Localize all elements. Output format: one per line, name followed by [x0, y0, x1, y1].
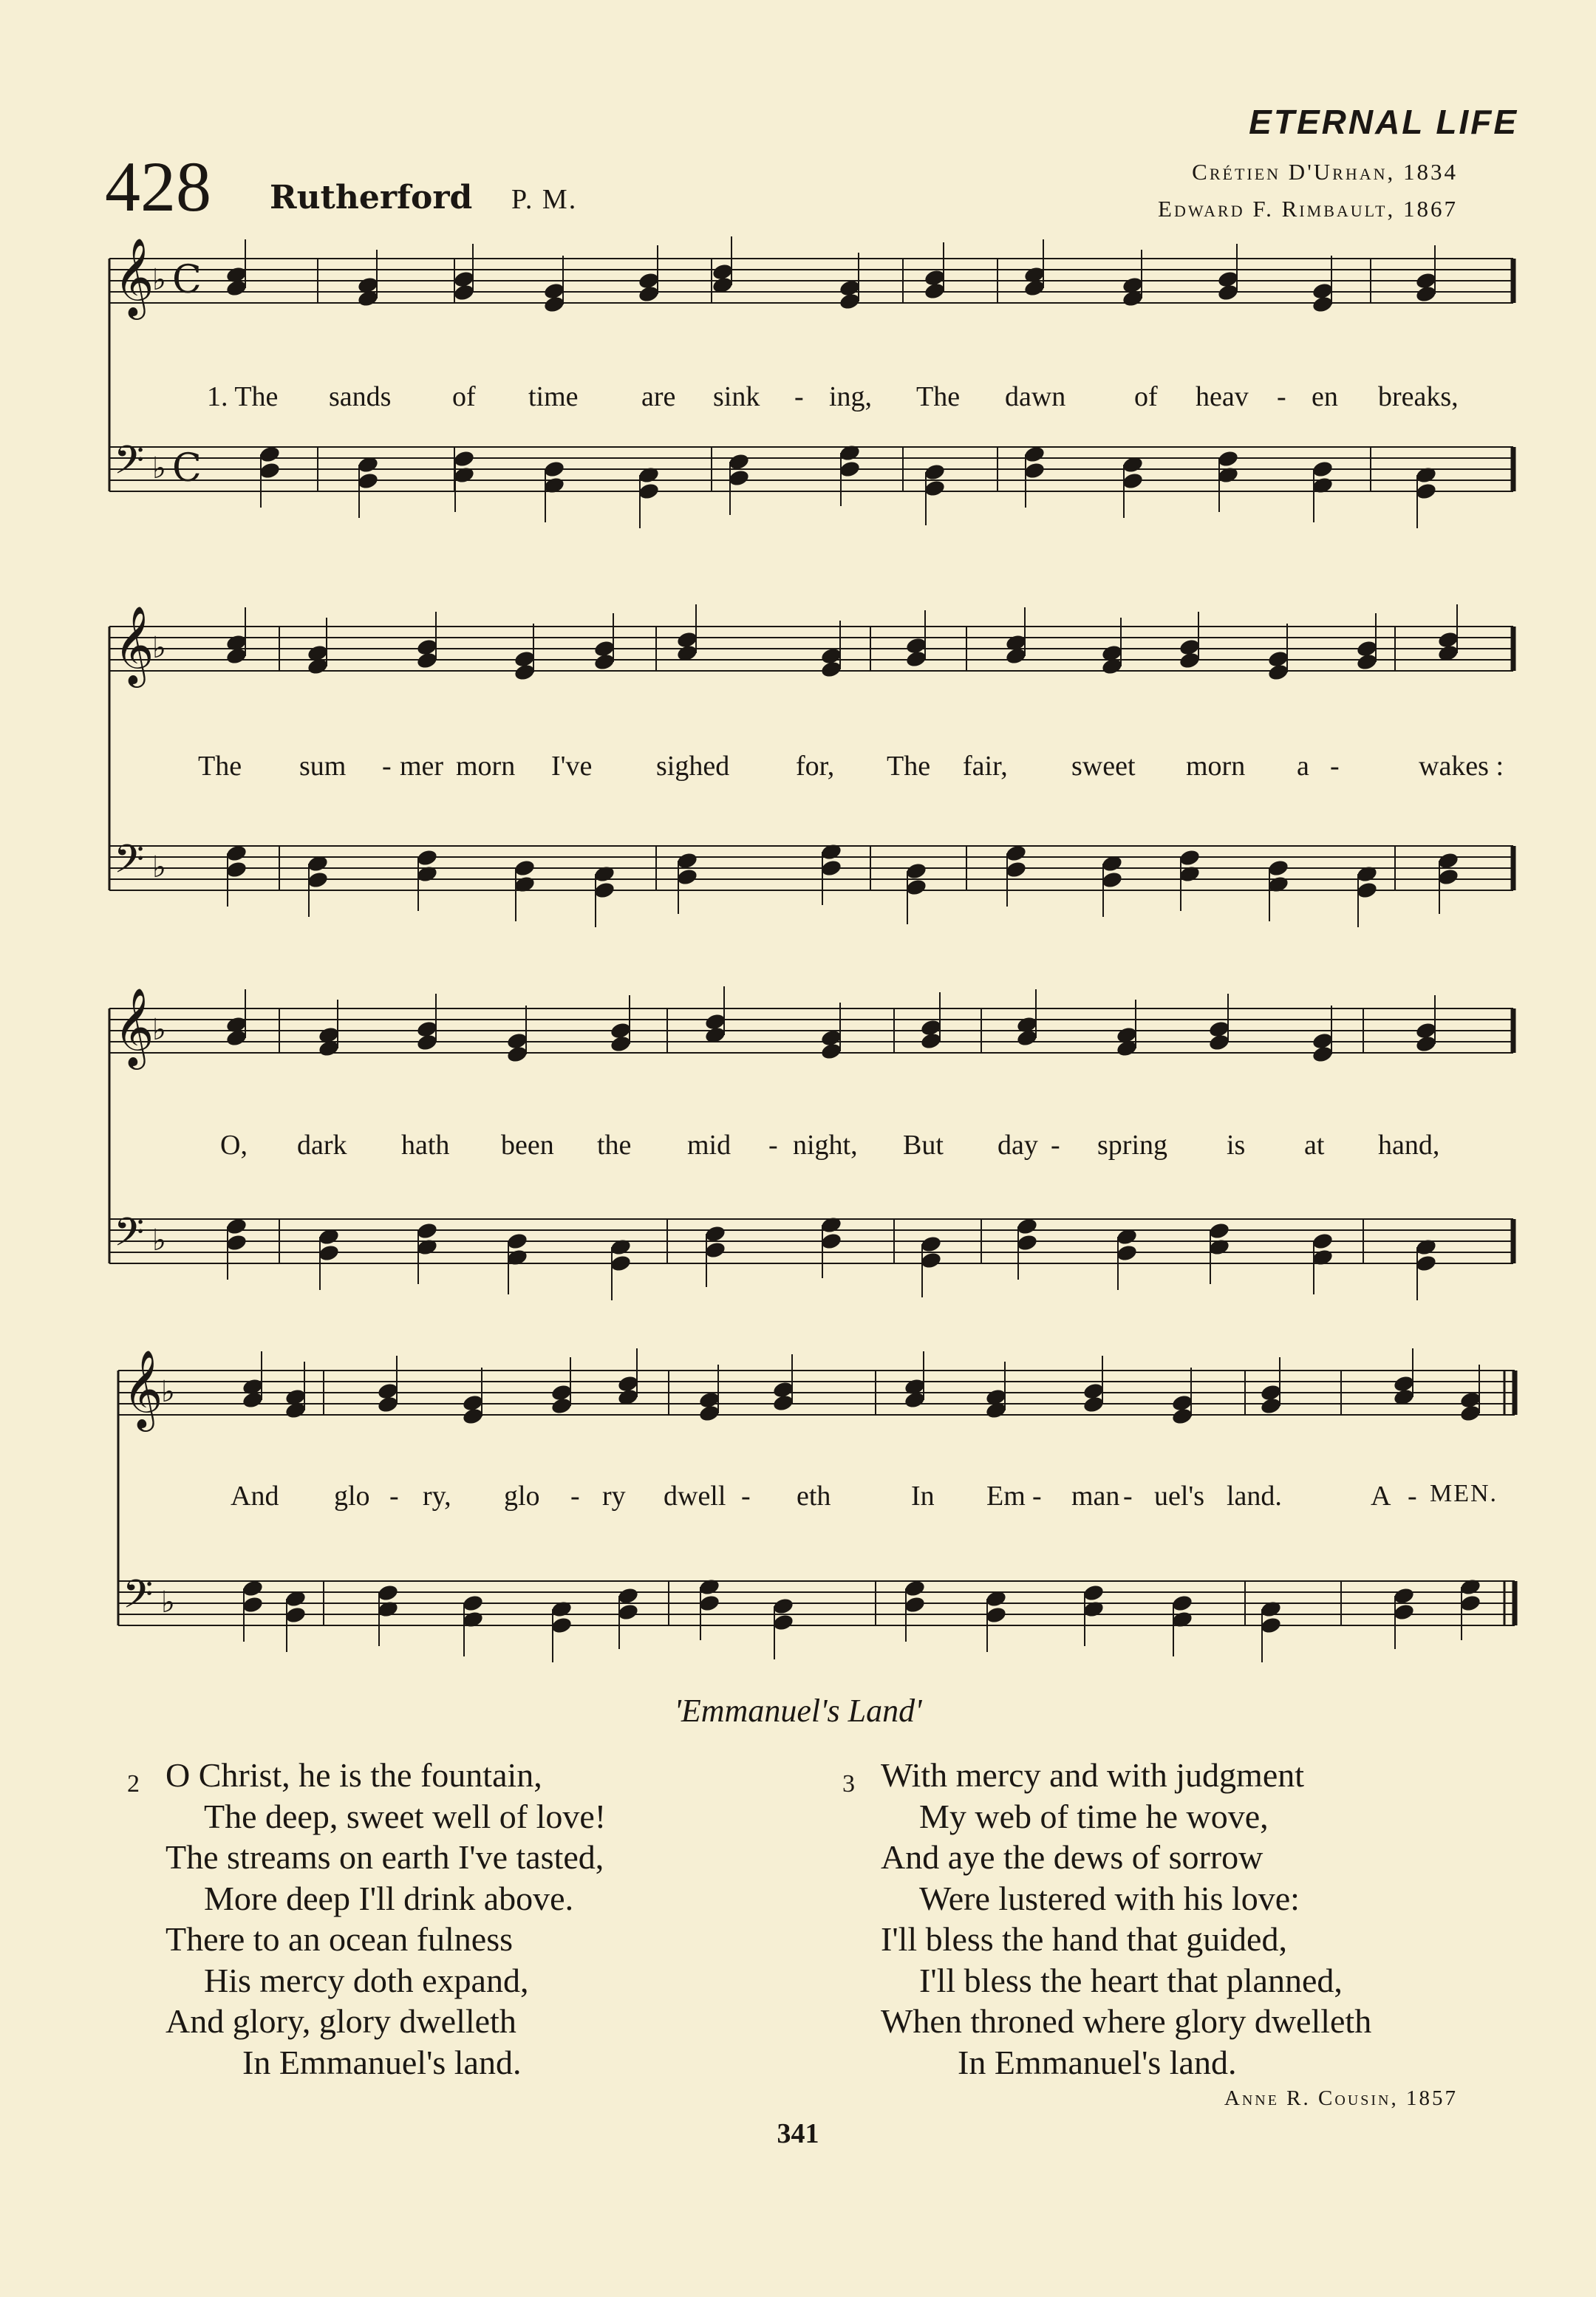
note-head [610, 1254, 632, 1273]
note-head [1082, 1600, 1105, 1619]
note-head [318, 1243, 341, 1263]
lyric-syllable: of [452, 381, 476, 412]
note-head [820, 1042, 843, 1061]
lyric-syllable: - [382, 751, 392, 782]
stanza-2 [127, 1755, 606, 2083]
stanza-2-number: 2 [127, 1770, 140, 1798]
note-head [1312, 476, 1334, 495]
note-head [839, 443, 862, 463]
author-credit: Anne R. Cousin, 1857 [1224, 2086, 1458, 2110]
note-head [698, 1577, 721, 1597]
note-head [1217, 465, 1240, 485]
note-head [820, 1215, 843, 1235]
lyric-syllable: of [1134, 381, 1158, 412]
hymn-number: 428 [105, 147, 211, 226]
stanza-3-line-7: When throned where glory dwelleth [881, 2002, 1372, 2040]
lyric-syllable: - [1123, 1481, 1133, 1512]
note-head [1267, 859, 1290, 878]
lyric-syllable: uel's [1154, 1481, 1205, 1512]
lyric-syllable: fair, [963, 751, 1008, 782]
note-head [1312, 1248, 1334, 1267]
lyric-syllable: - [1277, 381, 1286, 412]
note-head [1437, 867, 1460, 887]
lyric-syllable: glo [504, 1481, 540, 1512]
note-head [225, 860, 248, 879]
note-head [1260, 1600, 1283, 1619]
note-head [543, 476, 566, 495]
time-signature-icon: C [172, 258, 202, 302]
note-head [462, 1610, 485, 1629]
flat-key-signature-icon: ♭ [152, 451, 166, 485]
lyric-syllable: The [887, 751, 931, 782]
note-head [1459, 1404, 1482, 1423]
lyric-syllable: - [1051, 1130, 1060, 1161]
lyric-syllable: night, [793, 1130, 858, 1161]
note-head [1171, 1594, 1194, 1613]
note-head [1312, 295, 1334, 314]
composer-2: Edward F. Rimbault, 1867 [1158, 196, 1458, 222]
note-head [1415, 1238, 1438, 1257]
note-head [225, 1233, 248, 1252]
lyric-syllable: mid [687, 1130, 732, 1161]
lyric-syllable: ry, [423, 1481, 451, 1512]
stanza-2-line-7: And glory, glory dwelleth [166, 2002, 516, 2040]
note-head [1023, 461, 1046, 480]
note-head [904, 1595, 927, 1614]
note-head [1208, 1033, 1231, 1052]
lyric-syllable: - [1330, 751, 1340, 782]
lyric-syllable: dawn [1005, 381, 1066, 412]
lyric-syllable: But [903, 1130, 944, 1161]
note-head [377, 1583, 400, 1603]
tune-name: Rutherford [270, 179, 473, 216]
page-number: 341 [777, 2118, 819, 2149]
note-head [506, 1232, 529, 1251]
lyrics-system-3 [0, 1129, 1596, 1166]
note-head [550, 1396, 573, 1416]
flat-key-signature-icon: ♭ [161, 1586, 175, 1619]
note-head [772, 1597, 795, 1616]
note-head [1082, 1395, 1105, 1414]
note-head [820, 660, 843, 679]
stanza-3-line-4: Were lustered with his love: [919, 1879, 1300, 1917]
note-head [1415, 1034, 1438, 1054]
note-head [416, 848, 439, 867]
lyric-syllable: is [1227, 1130, 1246, 1161]
lyric-syllable: And [231, 1481, 279, 1512]
note-head [1179, 651, 1201, 670]
lyrics-system-4 [0, 1480, 1596, 1517]
note-head [1415, 1254, 1438, 1273]
note-head [1415, 482, 1438, 501]
note-head [1459, 1594, 1482, 1613]
lyric-syllable: day [998, 1130, 1038, 1161]
note-head [1267, 663, 1290, 682]
note-head [1393, 1603, 1416, 1622]
lyric-syllable: Em [986, 1481, 1026, 1512]
stanza-3-line-8: In Emmanuel's land. [958, 2043, 1237, 2081]
stanza-3-line-6: I'll bless the heart that planned, [919, 1961, 1343, 1999]
note-head [638, 482, 661, 501]
section-title: ETERNAL LIFE [1249, 103, 1518, 141]
note-head [676, 867, 699, 887]
lyric-syllable: the [597, 1130, 632, 1161]
note-head [377, 1600, 400, 1619]
note-head [1005, 860, 1028, 879]
note-head [453, 449, 476, 468]
lyric-syllable: I've [551, 751, 593, 782]
note-head [905, 649, 928, 669]
note-head [1171, 1407, 1194, 1426]
lyric-syllable: 1. The [207, 381, 279, 412]
note-head [506, 1045, 529, 1064]
note-head [259, 461, 282, 480]
note-head [1122, 471, 1145, 491]
note-head [1312, 460, 1334, 479]
lyric-syllable: morn [456, 751, 516, 782]
lyric-syllable: sum [299, 751, 347, 782]
lyric-syllable: sands [329, 381, 392, 412]
note-head [453, 465, 476, 485]
time-signature-icon: C [172, 446, 202, 491]
bass-clef-icon: 𝄢 [123, 1572, 154, 1627]
lyric-syllable: for, [796, 751, 835, 782]
note-head [772, 1613, 795, 1632]
note-head [1217, 449, 1240, 468]
lyric-syllable: MEN. [1430, 1480, 1498, 1507]
meter: P. M. [511, 184, 578, 215]
stanza-3-line-1: With mercy and with judgment [881, 1756, 1305, 1794]
lyric-syllable: The [198, 751, 242, 782]
note-head [416, 1221, 439, 1240]
lyrics-system-1 [0, 380, 1596, 417]
lyric-syllable: a [1297, 751, 1309, 782]
note-head [550, 1600, 573, 1619]
note-head [1415, 284, 1438, 304]
lyrics-system-2 [0, 750, 1596, 787]
bass-clef-icon: 𝄢 [114, 438, 145, 493]
stanza-3-line-5: I'll bless the hand that guided, [881, 1920, 1287, 1958]
stanza-2-line-1: O Christ, he is the fountain, [166, 1756, 542, 1794]
tune-caption: 'Emmanuel's Land' [674, 1693, 922, 1729]
note-head [924, 463, 947, 482]
lyric-syllable: at [1304, 1130, 1325, 1161]
note-head [593, 881, 616, 900]
lyric-syllable: breaks, [1378, 381, 1459, 412]
note-head [1356, 864, 1379, 884]
lyric-syllable: hath [401, 1130, 450, 1161]
note-head [1179, 864, 1201, 884]
note-head [1208, 1221, 1231, 1240]
note-head [728, 468, 751, 488]
note-head [593, 864, 616, 884]
note-head [820, 1232, 843, 1251]
note-head [698, 1404, 721, 1423]
stanza-3-line-3: And aye the dews of sorrow [881, 1838, 1264, 1876]
note-head [985, 1605, 1008, 1625]
lyric-syllable: sighed [656, 751, 730, 782]
note-head [1415, 465, 1438, 485]
stanza-2-line-3: The streams on earth I've tasted, [166, 1838, 604, 1876]
lyric-syllable: are [641, 381, 676, 412]
lyric-syllable: In [911, 1481, 935, 1512]
lyric-syllable: en [1312, 381, 1338, 412]
flat-key-signature-icon: ♭ [152, 850, 166, 884]
note-head [462, 1407, 485, 1426]
note-head [920, 1235, 943, 1254]
note-head [905, 878, 928, 897]
note-head [543, 460, 566, 479]
lyric-syllable: spring [1097, 1130, 1167, 1161]
lyric-syllable: morn [1186, 751, 1246, 782]
bass-clef-icon: 𝄢 [114, 837, 145, 892]
note-head [593, 652, 616, 672]
lyric-syllable: - [570, 1481, 580, 1512]
stanza-2-line-5: There to an ocean fulness [166, 1920, 514, 1958]
lyric-syllable: - [389, 1481, 399, 1512]
flat-key-signature-icon: ♭ [152, 1223, 166, 1257]
note-head [920, 1251, 943, 1270]
note-head [698, 1594, 721, 1613]
lyric-syllable: A [1371, 1481, 1391, 1512]
lyric-syllable: mer [400, 751, 444, 782]
lyric-syllable: sink [713, 381, 760, 412]
note-head [638, 284, 661, 304]
lyric-syllable: land. [1227, 1481, 1282, 1512]
flat-key-signature-icon: ♭ [152, 1013, 166, 1047]
lyric-syllable: - [1032, 1481, 1042, 1512]
note-head [462, 1594, 485, 1613]
stanza-3-line-2: My web of time he wove, [919, 1797, 1269, 1835]
lyric-syllable: - [768, 1130, 778, 1161]
lyric-syllable: eth [797, 1481, 831, 1512]
note-head [284, 1605, 307, 1625]
note-head [514, 859, 536, 878]
note-head [924, 281, 947, 301]
note-head [839, 460, 862, 479]
composer-1: Crétien D'Urhan, 1834 [1192, 159, 1458, 185]
note-head [905, 861, 928, 881]
lyric-syllable: - [794, 381, 804, 412]
lyric-syllable: O, [220, 1130, 248, 1161]
stanza-3-number: 3 [842, 1770, 855, 1798]
note-head [416, 864, 439, 884]
note-head [820, 859, 843, 878]
note-head [610, 1034, 632, 1054]
lyric-syllable: dark [297, 1130, 347, 1161]
note-head [416, 1238, 439, 1257]
lyric-syllable: man [1071, 1481, 1120, 1512]
note-head [1312, 1045, 1334, 1064]
note-head [617, 1603, 640, 1622]
note-head [924, 479, 947, 498]
lyric-syllable: ry [602, 1481, 626, 1512]
stanza-3 [842, 1755, 1371, 2083]
note-head [920, 1031, 943, 1051]
note-head [357, 471, 380, 491]
lyric-syllable: - [741, 1481, 751, 1512]
lyric-syllable: wakes : [1419, 751, 1504, 782]
note-head [416, 1033, 439, 1052]
note-head [1260, 1616, 1283, 1635]
note-head [514, 875, 536, 894]
bass-clef-icon: 𝄢 [114, 1210, 145, 1265]
note-head [453, 283, 476, 302]
note-head [416, 651, 439, 670]
lyric-syllable: The [916, 381, 961, 412]
note-head [307, 870, 330, 890]
note-head [820, 842, 843, 861]
note-head [1356, 652, 1379, 672]
lyric-syllable: time [528, 381, 579, 412]
note-head [1082, 1583, 1105, 1603]
note-head [550, 1616, 573, 1635]
lyric-syllable: hand, [1378, 1130, 1440, 1161]
lyric-syllable: dwell [664, 1481, 726, 1512]
treble-clef-icon: 𝄞 [123, 1349, 163, 1428]
stanza-2-line-6: His mercy doth expand, [204, 1961, 529, 1999]
note-head [704, 1240, 727, 1260]
note-head [506, 1248, 529, 1267]
lyric-syllable: sweet [1071, 751, 1136, 782]
note-head [242, 1595, 265, 1614]
note-head [1208, 1238, 1231, 1257]
note-head [1179, 848, 1201, 867]
note-head [1312, 1232, 1334, 1251]
stanza-2-line-8: In Emmanuel's land. [242, 2043, 522, 2081]
lyric-syllable: - [1408, 1481, 1417, 1512]
note-head [610, 1238, 632, 1257]
note-head [1267, 875, 1290, 894]
note-head [543, 295, 566, 314]
note-head [1217, 283, 1240, 302]
note-head [1356, 881, 1379, 900]
note-head [1459, 1577, 1482, 1597]
note-head [772, 1393, 795, 1413]
flat-key-signature-icon: ♭ [152, 263, 166, 297]
note-head [1016, 1233, 1039, 1252]
note-head [377, 1395, 400, 1414]
treble-clef-icon: 𝄞 [114, 605, 154, 684]
note-head [1171, 1610, 1194, 1629]
lyric-syllable: ing, [829, 381, 873, 412]
stanza-2-line-4: More deep I'll drink above. [204, 1879, 574, 1917]
stanza-2-line-2: The deep, sweet well of love! [204, 1797, 607, 1835]
note-head [1260, 1396, 1283, 1416]
lyric-syllable: heav [1196, 381, 1249, 412]
note-head [514, 663, 536, 682]
flat-key-signature-icon: ♭ [161, 1375, 175, 1409]
treble-clef-icon: 𝄞 [114, 987, 154, 1066]
flat-key-signature-icon: ♭ [152, 631, 166, 665]
note-head [1116, 1243, 1139, 1263]
lyric-syllable: glo [334, 1481, 370, 1512]
note-head [1101, 870, 1124, 890]
treble-clef-icon: 𝄞 [114, 237, 154, 316]
note-head [839, 292, 862, 311]
lyric-syllable: been [501, 1130, 554, 1161]
note-head [638, 465, 661, 485]
